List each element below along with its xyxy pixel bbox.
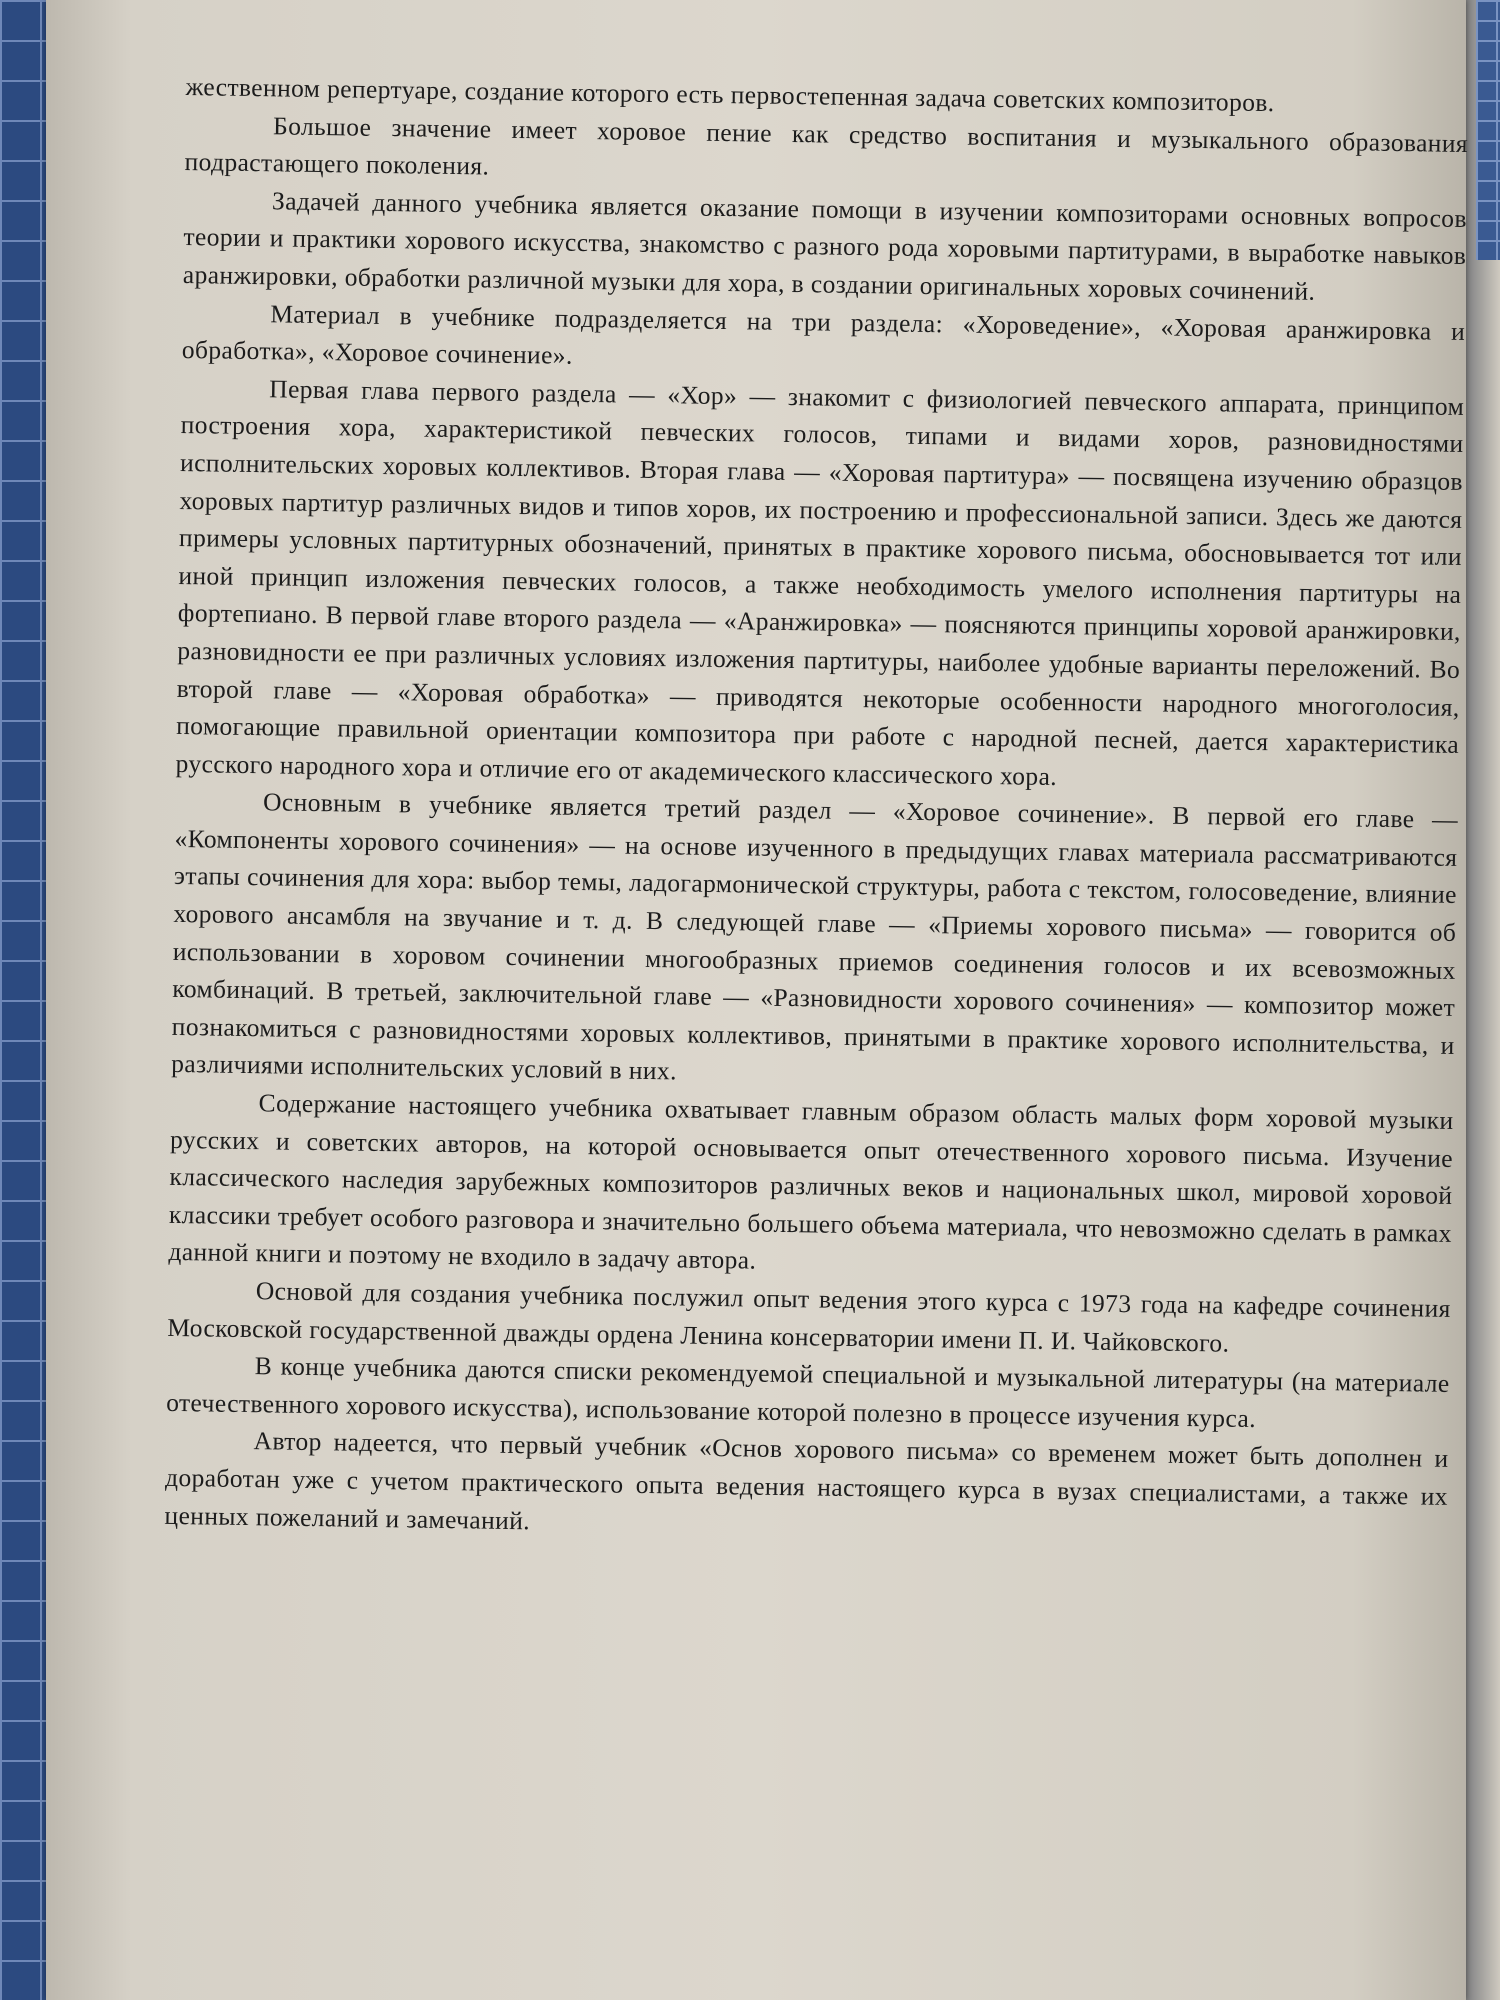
- book-page: [46, 0, 1469, 2000]
- background-grid-right: [1476, 0, 1500, 260]
- paragraph: Задачей данного учебника является оказание помощи в изучении композиторами основных вопросов теории и практики хорового искусства, знакомство с разного рода хоровыми партитурами, в выработке навыков аранжировки, обработки различной музыки для хора, в создании оригинальных хоровых сочинений.: [182, 186, 1468, 306]
- page-body-text: [164, 68, 1469, 1553]
- paragraph: жественном репертуаре, создание которого есть первостепенная задача советских композиторов.: [185, 71, 1275, 118]
- paragraph: В конце учебника даются списки рекомендуемой специальной и музыкальной литературы (на материале отечественного хорового искусства), использование которой полезно в процессе изучения курса.: [165, 1351, 1450, 1433]
- paragraph: Большое значение имеет хоровое пение как средство воспитания и музыкального образования подрастающего поколения.: [184, 110, 1469, 181]
- paragraph: Основой для создания учебника послужил опыт ведения этого курса с 1973 года на кафедре сочинения Московской государственной дважды ордена Ленина консерватории имени П. И. Чайковского.: [167, 1276, 1451, 1358]
- paragraph: Первая глава первого раздела — «Хор» — знакомит с физиологией певческого аппарата, принципом построения хора, характеристикой певческих голосов, типами и видами хоров, разновидностями исполнительских хоровых коллективов. Вторая глава — «Хоровая партитура» — посвящена изучению образцов хоровых партитур различных видов и типов хоров, их построению и профессиональной записи. Здесь же даются примеры условных партитурных обозначений, принятых в практике хорового письма, обосновывается тот или иной принцип изложения певческих голосов, а также необходимость умелого исполнения партитуры на фортепиано. В первой главе второго раздела — «Аранжировка» — поясняются принципы хоровой аранжировки, разновидности ее при различных условиях изложения партитуры, наиболее удобные варианты переложений. Во второй главе — «Хоровая обработка» — приводятся некоторые особенности народного многоголосия, помогающие правильной ориентации композитора при работе с народной песней, дается характеристика русского народного хора и отличие его от академического классического хора.: [175, 374, 1465, 791]
- paragraph: Основным в учебнике является третий раздел — «Хоровое сочинение». В первой его главе — «Компоненты хорового сочинения» — на основе изученного в предыдущих главах материала рассматриваются этапы сочинения для хора: выбор темы, ладогармонической структуры, работа с текстом, голосоведение, влияние хорового ансамбля на звучание и т. д. В следующей главе — «Приемы хорового письма» — говорится об использовании в хоровом сочинении многообразных приемов соединения голосов и их всевозможных комбинаций. В третьей, заключительной главе — «Разновидности хорового сочинения» — композитор может познакомиться с разновидностями хоровых коллективов, принятыми в практике хорового исполнительства, и различиями исполнительских условий в них.: [171, 787, 1459, 1086]
- paragraph: Содержание настоящего учебника охватывает главным образом область малых форм хоровой музыки русских и советских авторов, на которой основывается опыт отечественного хорового письма. Изучение классического наследия зарубежных композиторов различных веков и национальных школ, мировой хоровой классики требует особого разговора и значительно большего объема материала, что невозможно сделать в рамках данной книги и поэтому не входило в задачу автора.: [168, 1088, 1454, 1275]
- paragraph: Материал в учебнике подразделяется на три раздела: «Хороведение», «Хоровая аранжировка и обработка», «Хоровое сочинение».: [181, 298, 1466, 370]
- paragraph: Автор надеется, что первый учебник «Основ хорового письма» со временем может быть дополнен и доработан уже с учетом практического опыта ведения настоящего курса в вузах специалистами, а также их ценных пожеланий и замечаний.: [164, 1426, 1449, 1535]
